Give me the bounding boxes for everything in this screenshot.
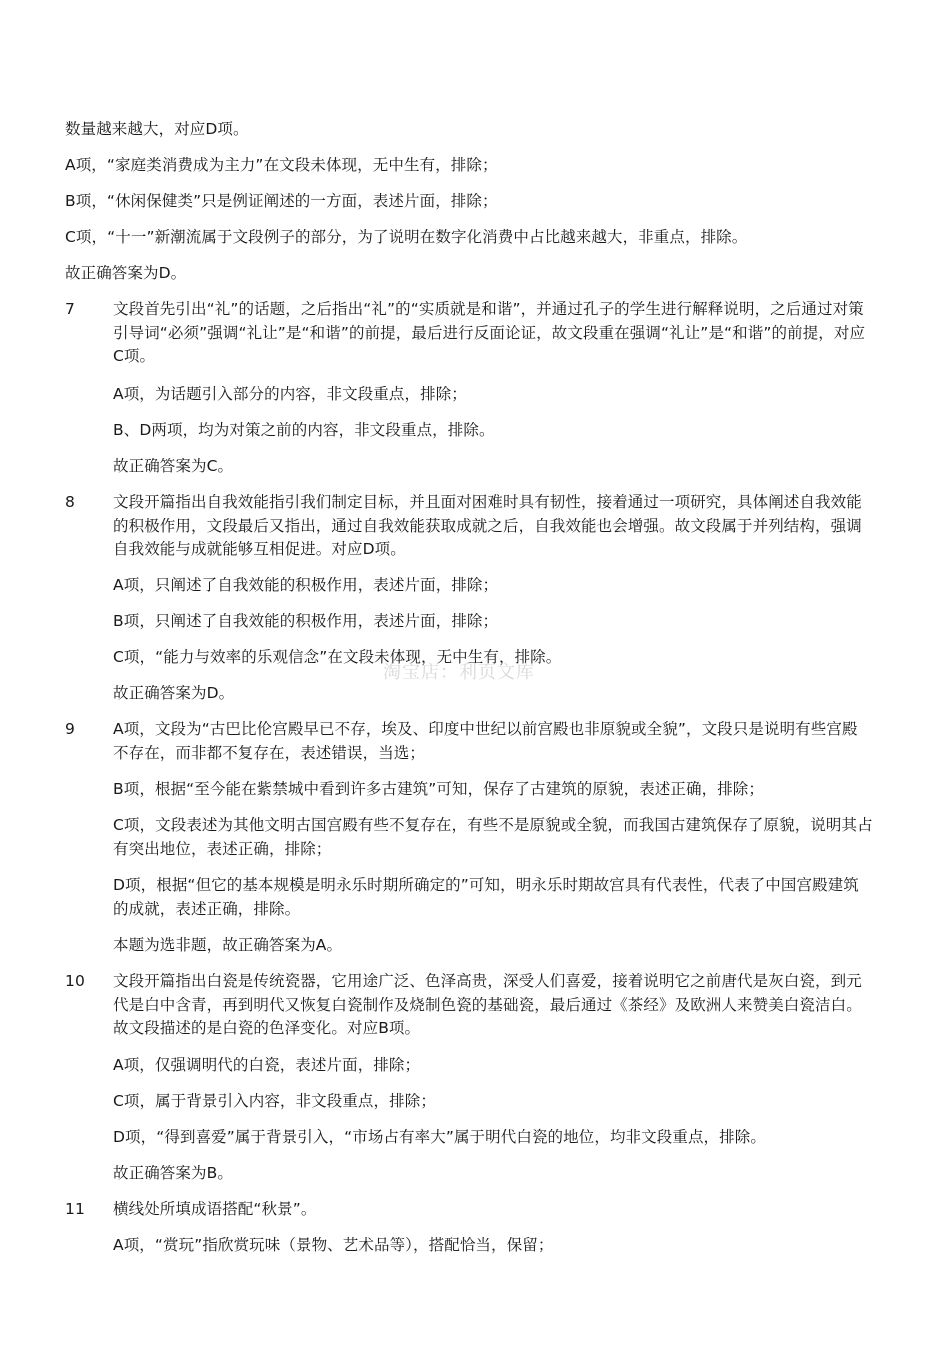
option-analysis: B、D两项，均为对策之前的内容，非文段重点，排除。 — [113, 421, 495, 439]
option-analysis: C项，属于背景引入内容，非文段重点，排除； — [113, 1092, 436, 1110]
question-number: 7 — [65, 300, 75, 318]
lead-line: 数量越来越大，对应D项。 — [65, 120, 249, 138]
option-analysis: D项，“得到喜爱”属于背景引入，“市场占有率大”属于明代白瓷的地位，均非文段重点，排除。 — [113, 1128, 766, 1146]
question-explanation: 文段开篇指出白瓷是传统瓷器，它用途广泛、色泽高贵，深受人们喜爱，接着说明它之前唐代是灰白瓷，到元代是白中含青，再到明代又恢复白瓷制作及烧制色瓷的基础瓷，最后通过《茶经》及欧洲人来赞美白瓷洁白。故文段描述的是白瓷的色泽变化。对应B项。 — [113, 972, 862, 1037]
question-number: 8 — [65, 493, 75, 511]
lead-line: C项，“十一”新潮流属于文段例子的部分，为了说明在数字化消费中占比越来越大，非重点，排除。 — [65, 228, 748, 246]
option-analysis: B项，只阐述了自我效能的积极作用，表述片面，排除； — [113, 612, 499, 630]
lead-answer: 故正确答案为D。 — [65, 264, 187, 282]
option-analysis: A项，仅强调明代的白瓷，表述片面，排除； — [113, 1056, 421, 1074]
lead-line: B项，“休闲保健类”只是例证阐述的一方面，表述片面，排除； — [65, 192, 498, 210]
option-analysis: C项，“能力与效率的乐观信念”在文段未体现，无中生有，排除。 — [113, 648, 562, 666]
answer-line: 故正确答案为B。 — [113, 1164, 233, 1182]
question-number: 10 — [65, 972, 85, 990]
watermark: 淘宝店：利页文库 — [383, 662, 535, 683]
option-analysis: D项，根据“但它的基本规模是明永乐时期所确定的”可知，明永乐时期故宫具有代表性，代表了中国宫殿建筑的成就，表述正确，排除。 — [113, 876, 859, 918]
answer-line: 故正确答案为C。 — [113, 457, 234, 475]
question-explanation: 横线处所填成语搭配“秋景”。 — [113, 1200, 317, 1218]
option-analysis: B项，根据“至今能在紫禁城中看到许多古建筑”可知，保存了古建筑的原貌，表述正确，排除； — [113, 780, 764, 798]
question-explanation: 文段开篇指出自我效能指引我们制定目标，并且面对困难时具有韧性，接着通过一项研究，具体阐述自我效能的积极作用，文段最后又指出，通过自我效能获取成就之后，自我效能也会增强。故文段属于并列结构，强调自我效能与成就能够互相促进。对应D项。 — [113, 493, 862, 558]
question-explanation: A项，文段为“古巴比伦宫殿早已不存，埃及、印度中世纪以前宫殿也非原貌或全貌”，文段只是说明有些宫殿不存在，而非都不复存在，表述错误，当选； — [113, 720, 858, 762]
question-number: 9 — [65, 720, 75, 738]
option-analysis: A项，为话题引入部分的内容，非文段重点，排除； — [113, 385, 467, 403]
answer-line: 本题为选非题，故正确答案为A。 — [113, 936, 343, 954]
option-analysis: A项，只阐述了自我效能的积极作用，表述片面，排除； — [113, 576, 499, 594]
lead-line: A项，“家庭类消费成为主力”在文段未体现，无中生有，排除； — [65, 156, 498, 174]
answer-line: 故正确答案为D。 — [113, 684, 235, 702]
question-explanation: 文段首先引出“礼”的话题，之后指出“礼”的“实质就是和谐”，并通过孔子的学生进行解释说明，之后通过对策引导词“必须”强调“礼让”是“和谐”的前提，最后进行反面论证，故文段重在强调“礼让”是“和谐”的前提，对应C项。 — [113, 300, 866, 365]
option-analysis: C项，文段表述为其他文明古国宫殿有些不复存在，有些不是原貌或全貌，而我国古建筑保存了原貌，说明其占有突出地位，表述正确，排除； — [113, 816, 873, 858]
question-number: 11 — [65, 1200, 85, 1218]
option-analysis: A项，“赏玩”指欣赏玩味（景物、艺术品等），搭配恰当，保留； — [113, 1236, 554, 1254]
